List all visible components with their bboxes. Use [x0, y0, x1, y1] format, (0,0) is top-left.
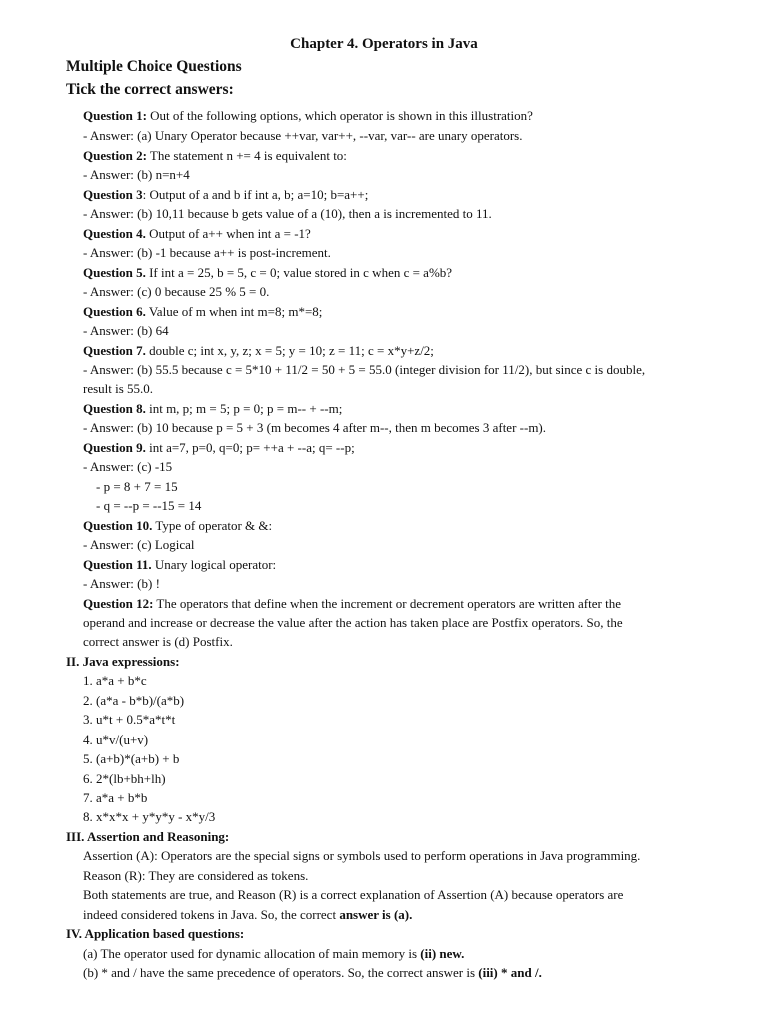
assertion-line: Assertion (A): Operators are the special signs or symbols used to perform operations in Java programming. — [83, 848, 641, 863]
answer-line: - Answer: (b) n=n+4 — [83, 167, 190, 182]
answer-line: - Answer: (b) 55.5 because c = 5*10 + 11/2 = 50 + 5 = 55.0 (integer division for 11/2), but since c is double, — [83, 362, 646, 377]
tick-heading: Tick the correct answers: — [66, 81, 234, 98]
reason-line: Reason (R): They are considered as tokens. — [83, 868, 309, 883]
expression-item: 5. (a+b)*(a+b) + b — [83, 751, 180, 766]
application-text: (a) The operator used for dynamic allocation of main memory is — [83, 946, 421, 961]
question-line — [83, 401, 342, 417]
explanation-line: Both statements are true, and Reason (R) is a correct explanation of Assertion (A) because operators are — [83, 887, 624, 902]
answer-line: - Answer: (a) Unary Operator because ++var, var++, --var, var-- are unary operators. — [83, 128, 523, 143]
question-label: Question 5. — [83, 265, 146, 280]
question-line — [83, 557, 276, 573]
expression-item: 1. a*a + b*c — [83, 673, 147, 688]
question-line — [83, 148, 347, 164]
application-answer: (iii) * and /. — [478, 965, 542, 980]
question-text: Value of m when int m=8; m*=8; — [145, 304, 323, 319]
question-text-continued: correct answer is (d) Postfix. — [83, 634, 233, 649]
question-label: Question 4. — [83, 226, 146, 241]
question-line — [83, 108, 533, 124]
question-text: The operators that define when the increment or decrement operators are written after the — [153, 596, 621, 611]
expression-item: 8. x*x*x + y*y*y - x*y/3 — [83, 809, 216, 824]
question-line — [83, 226, 311, 242]
question-text: int m, p; m = 5; p = 0; p = m-- + --m; — [145, 401, 343, 416]
question-text: The statement n += 4 is equivalent to: — [146, 148, 347, 163]
question-text: If int a = 25, b = 5, c = 0; value stored in c when c = a%b? — [145, 265, 453, 280]
question-label: Question 10. — [83, 518, 153, 533]
section-heading-application: IV. Application based questions: — [66, 926, 245, 941]
mcq-heading: Multiple Choice Questions — [66, 58, 242, 75]
answer-line: - Answer: (b) 64 — [83, 323, 169, 338]
question-line — [83, 187, 368, 203]
expression-item: 4. u*v/(u+v) — [83, 732, 149, 747]
explanation-line — [83, 907, 412, 923]
question-label: Question 12: — [83, 596, 154, 611]
question-label: Question 9. — [83, 440, 146, 455]
question-label: Question 3 — [83, 187, 143, 202]
section-heading-java-expressions: II. Java expressions: — [66, 654, 180, 669]
question-line — [83, 518, 272, 534]
question-text: Type of operator & &: — [152, 518, 273, 533]
question-text: Output of a++ when int a = -1? — [145, 226, 311, 241]
answer-line: - Answer: (b) 10,11 because b gets value of a (10), then a is incremented to 11. — [83, 206, 492, 221]
question-label: Question 6. — [83, 304, 146, 319]
question-label: Question 2: — [83, 148, 147, 163]
question-label: Question 7. — [83, 343, 146, 358]
question-text: : Output of a and b if int a, b; a=10; b=a++; — [142, 187, 369, 202]
section-heading-assertion: III. Assertion and Reasoning: — [66, 829, 230, 844]
expression-item: 6. 2*(lb+bh+lh) — [83, 771, 166, 786]
application-item-a — [83, 946, 464, 962]
question-line — [83, 596, 621, 612]
explanation-answer: answer is (a). — [339, 907, 413, 922]
application-item-b — [83, 965, 542, 981]
question-line — [83, 440, 355, 456]
expression-item: 3. u*t + 0.5*a*t*t — [83, 712, 176, 727]
application-text: (b) * and / have the same precedence of operators. So, the correct answer is — [83, 965, 479, 980]
answer-line: - Answer: (c) 0 because 25 % 5 = 0. — [83, 284, 270, 299]
answer-line: - Answer: (b) -1 because a++ is post-increment. — [83, 245, 331, 260]
question-label: Question 1: — [83, 108, 147, 123]
question-label: Question 8. — [83, 401, 146, 416]
question-text: int a=7, p=0, q=0; p= ++a + --a; q= --p; — [145, 440, 355, 455]
question-line — [83, 343, 434, 359]
expression-item: 2. (a*a - b*b)/(a*b) — [83, 693, 185, 708]
application-answer: (ii) new. — [420, 946, 465, 961]
question-line — [83, 304, 322, 320]
question-line — [83, 265, 452, 281]
question-text: Unary logical operator: — [151, 557, 277, 572]
question-text: Out of the following options, which operator is shown in this illustration? — [146, 108, 533, 123]
answer-line: - Answer: (c) Logical — [83, 537, 195, 552]
answer-line-continued: result is 55.0. — [83, 381, 154, 396]
answer-line: - Answer: (c) -15 — [83, 459, 173, 474]
answer-line: - Answer: (b) 10 because p = 5 + 3 (m becomes 4 after m--, then m becomes 3 after --m). — [83, 420, 547, 435]
answer-subline: - q = --p = --15 = 14 — [96, 498, 202, 513]
question-label: Question 11. — [83, 557, 152, 572]
expression-item: 7. a*a + b*b — [83, 790, 148, 805]
question-text-continued: operand and increase or decrease the value after the action has taken place are Postfix operators. So, the — [83, 615, 623, 630]
answer-line: - Answer: (b) ! — [83, 576, 160, 591]
question-text: double c; int x, y, z; x = 5; y = 10; z = 11; c = x*y+z/2; — [145, 343, 434, 358]
answer-subline: - p = 8 + 7 = 15 — [96, 479, 178, 494]
chapter-title: Chapter 4. Operators in Java — [290, 36, 478, 52]
explanation-text: indeed considered tokens in Java. So, the correct — [83, 907, 340, 922]
